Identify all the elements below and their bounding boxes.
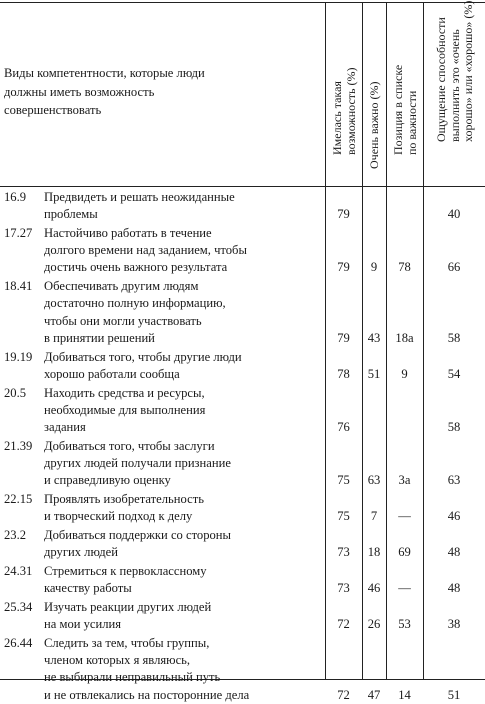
- row-description-line: Добиваться поддержки со стороны: [44, 528, 231, 542]
- value-rank: 53: [398, 617, 411, 632]
- header-left-line: должны иметь возможность: [4, 84, 155, 99]
- row-description-line: чтобы они могли участвовать: [44, 313, 202, 328]
- row-description-line: Настойчиво работать в течение: [44, 226, 212, 240]
- value-opportunity: 79: [337, 260, 350, 275]
- value-opportunity: 72: [337, 687, 350, 702]
- column-header-rank: [386, 4, 423, 184]
- row-description-line: Добиваться того, чтобы другие люди: [44, 349, 242, 364]
- value-ability: 66: [447, 260, 461, 275]
- row-description-line: членом которых я являюсь,: [44, 653, 191, 668]
- column-header-line: Позиция в списке: [390, 64, 405, 155]
- row-description-line: и не отвлекались на посторонние дела: [44, 687, 250, 702]
- row-description-line: в принятии решений: [44, 330, 155, 345]
- row-description: [44, 599, 324, 633]
- row-description-line: на мои усилия: [44, 617, 122, 632]
- value-opportunity: 75: [337, 473, 350, 488]
- row-number: 25.34: [4, 600, 33, 614]
- row-description-line: и творческий подход к делу: [44, 509, 193, 524]
- column-header-line: Ощущение способности: [434, 16, 448, 142]
- row-description: [44, 225, 324, 277]
- column-header-line: возможность (%): [343, 67, 357, 155]
- row-description: [44, 278, 324, 347]
- value-ability: 58: [447, 419, 461, 434]
- row-description-line: Проявлять изобретательность: [44, 492, 204, 506]
- value-ability: 54: [447, 366, 461, 381]
- value-opportunity: 79: [337, 207, 350, 222]
- value-rank: —: [398, 509, 411, 524]
- column-header-line: хорошо» или «хорошо» (%): [461, 0, 475, 142]
- row-description: [44, 438, 324, 490]
- row-number: 20.5: [4, 385, 27, 400]
- column-header-line: выполнить это «очень: [447, 28, 462, 142]
- column-header-line: Очень важно (%): [367, 81, 381, 169]
- row-description: [44, 385, 324, 437]
- column-header-opportunity: [325, 4, 362, 184]
- row-number: 16.9: [4, 190, 27, 204]
- row-number: 26.44: [4, 636, 33, 650]
- row-number: 19.19: [4, 349, 33, 364]
- row-description: [44, 527, 324, 561]
- value-very-important: 51: [367, 366, 381, 381]
- value-very-important: 26: [367, 617, 381, 632]
- value-ability: 51: [447, 687, 461, 702]
- row-description: [44, 563, 324, 597]
- value-ability: 58: [447, 330, 461, 345]
- row-number: 21.39: [4, 438, 33, 453]
- table-top-rule: [0, 2, 485, 3]
- row-description-line: достичь очень важного результата: [44, 260, 228, 275]
- value-opportunity: 79: [337, 330, 350, 345]
- row-description-line: не выбирали неправильный путь: [44, 670, 221, 685]
- row-description-line: необходимые для выполнения: [44, 402, 206, 417]
- value-rank: 3а: [398, 473, 411, 488]
- value-ability: 46: [447, 509, 461, 524]
- column-header-very-important: [362, 4, 386, 184]
- row-description-line: долгого времени над заданием, чтобы: [44, 243, 247, 258]
- row-description: [44, 189, 324, 223]
- value-opportunity: 76: [337, 419, 350, 434]
- value-rank: 14: [398, 687, 411, 702]
- value-opportunity: 75: [337, 509, 350, 524]
- value-opportunity: 73: [337, 545, 350, 560]
- row-description-line: Изучать реакции других людей: [44, 600, 212, 614]
- value-very-important: 7: [370, 509, 378, 524]
- value-very-important: 46: [367, 581, 381, 596]
- value-very-important: 63: [367, 473, 381, 488]
- value-ability: 48: [447, 581, 461, 596]
- row-description-line: Предвидеть и решать неожиданные: [44, 190, 235, 204]
- value-very-important: 9: [370, 260, 378, 275]
- table-header-left: [4, 64, 304, 120]
- row-description-line: Следить за тем, чтобы группы,: [44, 636, 210, 650]
- row-description-line: качеству работы: [44, 581, 132, 596]
- table-header-rule: [0, 186, 485, 187]
- row-description-line: других людей: [44, 545, 118, 560]
- row-description-line: Стремиться к первоклассному: [44, 564, 207, 578]
- row-number: 24.31: [4, 564, 33, 578]
- value-ability: 40: [447, 207, 461, 222]
- row-description-line: Обеспечивать другим людям: [44, 279, 199, 294]
- value-ability: 63: [447, 473, 461, 488]
- value-opportunity: 72: [337, 617, 350, 632]
- row-number: 17.27: [4, 226, 33, 240]
- column-header-line: по важности: [404, 90, 418, 155]
- value-opportunity: 78: [337, 366, 350, 381]
- row-description-line: Добиваться того, чтобы заслуги: [44, 438, 215, 453]
- column-header-ability: [423, 0, 485, 184]
- value-rank: —: [398, 581, 411, 596]
- row-description-line: хорошо работали сообща: [44, 366, 180, 381]
- row-description-line: других людей получали признание: [44, 456, 231, 470]
- value-ability: 38: [447, 617, 461, 632]
- row-description-line: проблемы: [44, 207, 98, 222]
- value-rank: 69: [398, 545, 411, 560]
- row-description-line: задания: [44, 420, 86, 434]
- row-description: [44, 491, 324, 525]
- value-very-important: 43: [367, 330, 381, 345]
- row-description-line: достаточно полную информацию,: [44, 296, 226, 311]
- value-rank: 9: [401, 366, 408, 381]
- row-description-line: Находить средства и ресурсы,: [44, 385, 205, 400]
- value-very-important: 47: [367, 687, 381, 702]
- column-header-line: Имелась такая: [329, 81, 344, 155]
- row-number: 22.15: [4, 492, 33, 506]
- row-number: 23.2: [4, 528, 27, 542]
- row-number: 18.41: [4, 279, 33, 294]
- value-rank: 18а: [395, 330, 414, 345]
- value-rank: 78: [398, 260, 411, 275]
- header-left-line: Виды компетентности, которые люди: [4, 66, 205, 80]
- header-left-line: совершенствовать: [4, 103, 102, 117]
- row-description: [44, 635, 324, 704]
- value-opportunity: 73: [337, 581, 350, 596]
- row-description-line: и справедливую оценку: [44, 473, 171, 488]
- value-ability: 48: [447, 545, 461, 560]
- value-very-important: 18: [367, 545, 381, 560]
- row-description: [44, 349, 324, 383]
